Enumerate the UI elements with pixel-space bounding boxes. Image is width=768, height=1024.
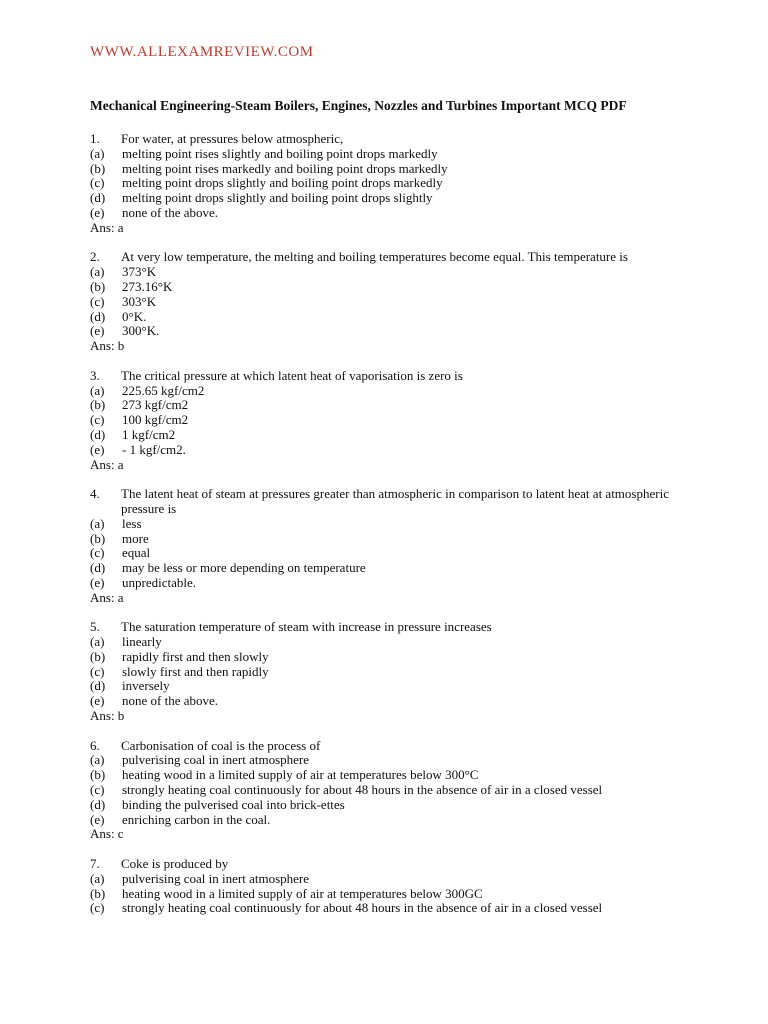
option-letter: (c) [90, 663, 105, 679]
option-letter: (e) [90, 693, 105, 709]
question-block [90, 369, 710, 473]
option-letter: (b) [90, 160, 106, 176]
option-text: equal [122, 545, 151, 561]
option-row [90, 887, 710, 902]
option-row [90, 324, 710, 339]
option-text: melting point rises slightly and boiling point drops markedly [122, 145, 438, 161]
option-text: none of the above. [122, 204, 219, 220]
option-text: inversely [122, 678, 170, 694]
question-stem [90, 739, 710, 754]
option-row [90, 162, 710, 177]
question-stem [90, 620, 710, 635]
option-text: 273.16°K [122, 278, 173, 294]
option-row [90, 280, 710, 295]
option-letter: (c) [90, 293, 105, 309]
option-text: heating wood in a limited supply of air at temperatures below 300°C [122, 767, 479, 783]
option-text: heating wood in a limited supply of air at temperatures below 300GC [122, 885, 483, 901]
option-text: 0°K. [122, 308, 147, 324]
option-text: - 1 kgf/cm2. [122, 441, 186, 457]
option-row [90, 176, 710, 191]
option-row [90, 310, 710, 325]
option-letter: (b) [90, 530, 106, 546]
option-text: pulverising coal in inert atmosphere [122, 870, 310, 886]
option-row [90, 191, 710, 206]
option-letter: (b) [90, 885, 106, 901]
option-letter: (c) [90, 412, 105, 428]
question-number: 1. [90, 131, 100, 146]
option-row [90, 206, 710, 221]
option-letter: (b) [90, 278, 106, 294]
option-row [90, 295, 710, 310]
option-row [90, 694, 710, 709]
question-text: The critical pressure at which latent heat of vaporisation is zero is [121, 367, 463, 383]
option-text: less [122, 515, 142, 531]
option-letter: (b) [90, 648, 106, 664]
option-letter: (d) [90, 190, 106, 206]
option-letter: (b) [90, 397, 106, 413]
option-letter: (c) [90, 545, 105, 561]
question-stem [90, 132, 710, 147]
option-text: 225.65 kgf/cm2 [122, 382, 205, 398]
question-stem [90, 369, 710, 384]
option-letter: (c) [90, 782, 105, 798]
option-row [90, 768, 710, 783]
option-row [90, 901, 710, 916]
question-stem [90, 250, 710, 265]
option-row [90, 798, 710, 813]
option-text: none of the above. [122, 693, 219, 709]
option-letter: (d) [90, 796, 106, 812]
option-text: melting point rises markedly and boiling point drops markedly [122, 160, 448, 176]
option-letter: (a) [90, 634, 105, 650]
answer-line: Ans: a [90, 589, 124, 605]
answer-line: Ans: b [90, 338, 125, 354]
question-block [90, 857, 710, 916]
answer-line: Ans: a [90, 456, 124, 472]
option-row [90, 147, 710, 162]
option-row [90, 561, 710, 576]
option-letter: (d) [90, 678, 106, 694]
option-row [90, 517, 710, 532]
option-letter: (e) [90, 204, 105, 220]
option-row [90, 428, 710, 443]
option-row [90, 635, 710, 650]
option-text: 100 kgf/cm2 [122, 412, 189, 428]
question-block [90, 739, 710, 843]
question-block [90, 487, 710, 605]
option-letter: (a) [90, 752, 105, 768]
option-row [90, 398, 710, 413]
option-text: pulverising coal in inert atmosphere [122, 752, 310, 768]
question-number: 4. [90, 486, 100, 502]
option-text: 273 kgf/cm2 [122, 397, 189, 413]
answer-line: Ans: b [90, 708, 125, 724]
option-text: unpredictable. [122, 574, 196, 590]
option-text: may be less or more depending on temperature [122, 560, 366, 576]
option-text: melting point drops slightly and boiling point drops slightly [122, 190, 433, 206]
question-list [90, 132, 710, 931]
option-letter: (d) [90, 560, 106, 576]
option-letter: (a) [90, 145, 105, 161]
option-row [90, 650, 710, 665]
question-text: For water, at pressures below atmospheric, [121, 131, 344, 146]
question-text: The saturation temperature of steam with increase in pressure increases [121, 619, 492, 635]
question-block [90, 620, 710, 724]
option-text: strongly heating coal continuously for about 48 hours in the absence of air in a closed vessel [122, 782, 603, 798]
question-number: 2. [90, 249, 100, 265]
option-letter: (a) [90, 264, 105, 280]
option-row [90, 813, 710, 828]
option-text: linearly [122, 634, 162, 650]
question-number: 5. [90, 619, 100, 635]
option-text: strongly heating coal continuously for about 48 hours in the absence of air in a closed vessel [122, 900, 603, 916]
question-text: At very low temperature, the melting and boiling temperatures become equal. This temperature is [121, 249, 628, 265]
option-text: 300°K. [122, 323, 160, 339]
question-text: The latent heat of steam at pressures greater than atmospheric in comparison to latent heat at atmospheric pressure is [121, 486, 669, 516]
question-stem [90, 487, 710, 517]
option-row [90, 783, 710, 798]
question-number: 6. [90, 737, 100, 753]
option-text: rapidly first and then slowly [122, 648, 269, 664]
question-number: 7. [90, 856, 100, 872]
option-row [90, 679, 710, 694]
site-url[interactable]: WWW.ALLEXAMREVIEW.COM [90, 44, 314, 60]
question-block [90, 132, 710, 236]
question-number: 3. [90, 367, 100, 383]
option-text: melting point drops slightly and boiling point drops markedly [122, 175, 443, 191]
option-letter: (e) [90, 323, 105, 339]
option-row [90, 532, 710, 547]
question-stem [90, 857, 710, 872]
page-title: Mechanical Engineering-Steam Boilers, Engines, Nozzles and Turbines Important MCQ PDF [90, 98, 627, 113]
option-text: slowly first and then rapidly [122, 663, 269, 679]
option-text: binding the pulverised coal into brick-ettes [122, 796, 345, 812]
option-text: 1 kgf/cm2 [122, 426, 176, 442]
option-letter: (a) [90, 515, 105, 531]
option-row [90, 546, 710, 561]
answer-line: Ans: c [90, 826, 124, 842]
option-letter: (e) [90, 441, 105, 457]
option-row [90, 443, 710, 458]
question-block [90, 250, 710, 354]
answer-line: Ans: a [90, 219, 124, 235]
question-text: Coke is produced by [121, 856, 229, 872]
option-letter: (e) [90, 811, 105, 827]
option-text: 303°K [122, 293, 157, 309]
option-row [90, 872, 710, 887]
option-letter: (b) [90, 767, 106, 783]
option-text: more [122, 530, 149, 546]
option-row [90, 665, 710, 680]
option-text: enriching carbon in the coal. [122, 811, 271, 827]
option-letter: (e) [90, 574, 105, 590]
option-text: 373°K [122, 264, 157, 280]
option-row [90, 753, 710, 768]
option-letter: (c) [90, 900, 105, 916]
option-letter: (d) [90, 426, 106, 442]
option-row [90, 384, 710, 399]
option-letter: (a) [90, 870, 105, 886]
option-row [90, 265, 710, 280]
question-text: Carbonisation of coal is the process of [121, 737, 321, 753]
option-letter: (d) [90, 308, 106, 324]
option-row [90, 576, 710, 591]
option-letter: (c) [90, 175, 105, 191]
option-row [90, 413, 710, 428]
option-letter: (a) [90, 382, 105, 398]
